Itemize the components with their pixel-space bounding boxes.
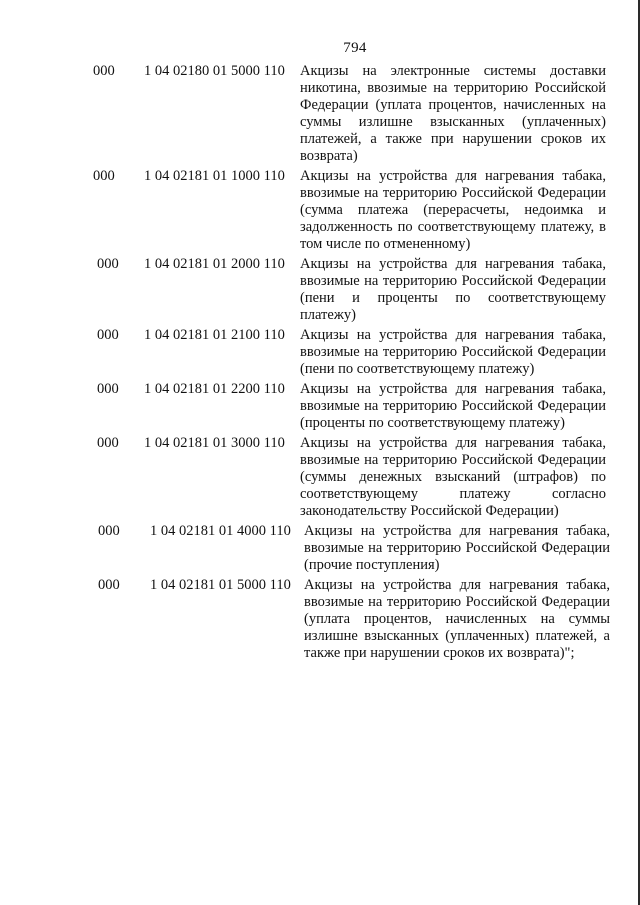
admin-code: 000 [93, 168, 115, 184]
admin-code: 000 [98, 523, 120, 539]
page-number: 794 [343, 40, 367, 56]
admin-code: 000 [97, 327, 119, 343]
row-description: Акцизы на устройства для нагревания табака, ввозимые на территорию Российской Федерации (сумма платежа (перерасчеты, недоимка и задолженность по соответствующему платежу, в том числе по отмененному) [300, 168, 606, 252]
budget-code-table [0, 63, 640, 662]
row-description: Акцизы на устройства для нагревания табака, ввозимые на территорию Российской Федерации (проценты по соответствующему платежу) [300, 381, 606, 431]
row-description: Акцизы на устройства для нагревания табака, ввозимые на территорию Российской Федерации (суммы денежных взысканий (штрафов) по соответствующему платежу согласно законодательству Российской Федерации) [300, 435, 606, 519]
budget-classification-code: 1 04 02181 01 4000 110 [150, 523, 291, 539]
row-description: Акцизы на электронные системы доставки никотина, ввозимые на территорию Российской Федерации (уплата процентов, начисленных на суммы излишне взысканных (уплаченных) платежей, а также при нарушении сроков их возврата) [300, 63, 606, 164]
budget-classification-code: 1 04 02181 01 2200 110 [144, 381, 285, 397]
table-row [0, 256, 640, 324]
budget-classification-code: 1 04 02181 01 1000 110 [144, 168, 285, 184]
budget-classification-code: 1 04 02181 01 2000 110 [144, 256, 285, 272]
admin-code: 000 [97, 435, 119, 451]
admin-code: 000 [97, 381, 119, 397]
budget-classification-code: 1 04 02181 01 3000 110 [144, 435, 285, 451]
budget-classification-code: 1 04 02180 01 5000 110 [144, 63, 285, 79]
table-row [0, 327, 640, 378]
admin-code: 000 [98, 577, 120, 593]
budget-classification-code: 1 04 02181 01 2100 110 [144, 327, 285, 343]
row-description: Акцизы на устройства для нагревания табака, ввозимые на территорию Российской Федерации (пени и проценты по соответствующему платежу) [300, 256, 606, 323]
table-row [0, 523, 640, 574]
table-row [0, 577, 640, 662]
budget-classification-code: 1 04 02181 01 5000 110 [150, 577, 291, 593]
admin-code: 000 [97, 256, 119, 272]
row-description: Акцизы на устройства для нагревания табака, ввозимые на территорию Российской Федерации (пени по соответствующему платежу) [300, 327, 606, 377]
table-row [0, 168, 640, 253]
row-description: Акцизы на устройства для нагревания табака, ввозимые на территорию Российской Федерации (уплата процентов, начисленных на суммы излишне взысканных (уплаченных) платежей, а также при нарушении сроков их возврата)"; [304, 577, 610, 661]
table-row [0, 63, 640, 165]
admin-code: 000 [93, 63, 115, 79]
row-description: Акцизы на устройства для нагревания табака, ввозимые на территорию Российской Федерации (прочие поступления) [304, 523, 610, 573]
table-row [0, 435, 640, 520]
table-row [0, 381, 640, 432]
